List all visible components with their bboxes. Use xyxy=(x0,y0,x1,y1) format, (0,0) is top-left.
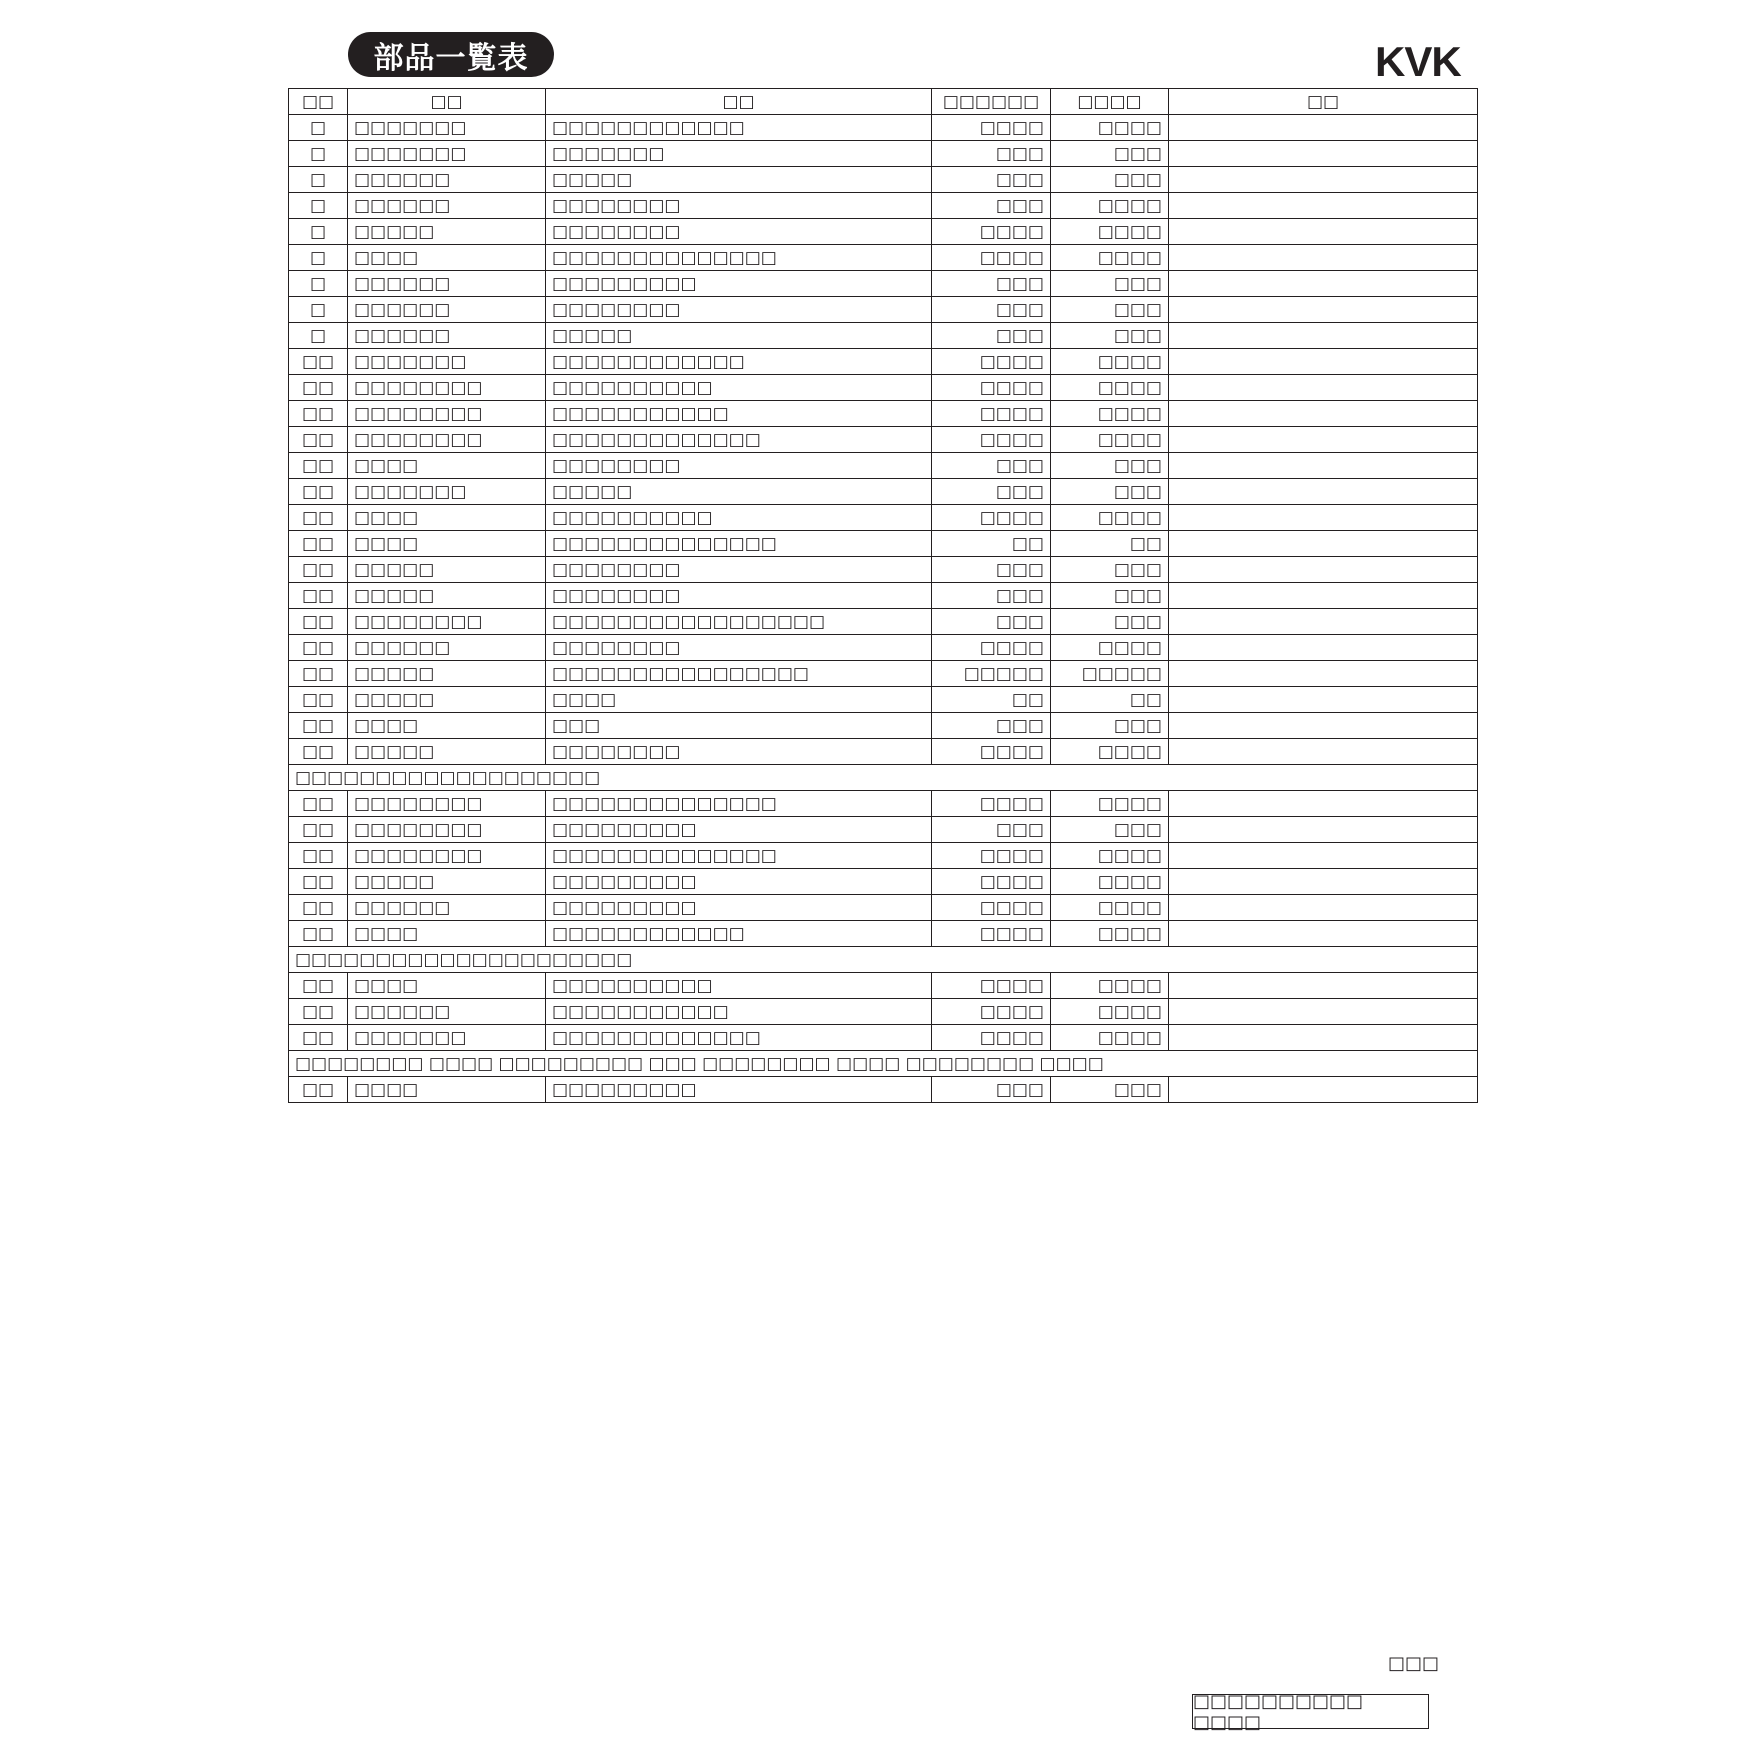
part-name-cell: □□□□□□□□ xyxy=(546,557,932,583)
part-number-cell: □□ xyxy=(289,375,348,401)
price-with-tax-cell: □□□□ xyxy=(1051,921,1169,947)
notes-cell xyxy=(1169,115,1478,141)
part-name-cell: □□□□□□□□□ xyxy=(546,817,932,843)
notes-cell xyxy=(1169,791,1478,817)
price-cell: □□□□ xyxy=(932,973,1051,999)
part-name-cell: □□□□□□□□□□□□□□□□□ xyxy=(546,609,932,635)
price-with-tax-cell: □□□ xyxy=(1051,1077,1169,1103)
part-number-cell: □□ xyxy=(289,791,348,817)
table-row xyxy=(289,921,1478,947)
part-code-cell: □□□□ xyxy=(348,921,546,947)
notes-cell xyxy=(1169,141,1478,167)
part-name-cell: □□□□□□□□□□□□□□□□ xyxy=(546,661,932,687)
part-name-cell: □□□□□□□ xyxy=(546,141,932,167)
notes-cell xyxy=(1169,401,1478,427)
table-row xyxy=(289,869,1478,895)
table-row xyxy=(289,427,1478,453)
price-with-tax-cell: □□□□ xyxy=(1051,999,1169,1025)
price-cell: □□□ xyxy=(932,141,1051,167)
price-cell: □□□ xyxy=(932,583,1051,609)
price-cell: □□□□ xyxy=(932,401,1051,427)
price-cell: □□ xyxy=(932,687,1051,713)
price-with-tax-cell: □□□ xyxy=(1051,453,1169,479)
table-row xyxy=(289,271,1478,297)
price-cell: □□□□ xyxy=(932,427,1051,453)
part-name-cell: □□□□ xyxy=(546,687,932,713)
price-with-tax-cell: □□□ xyxy=(1051,583,1169,609)
document-title-text: 部品一覧表 xyxy=(373,40,529,76)
table-row xyxy=(289,973,1478,999)
document-code: □□□□□□□□□□ □□□□ xyxy=(1193,1690,1364,1733)
part-code-cell: □□□□□ xyxy=(348,583,546,609)
part-number-cell: □□ xyxy=(289,401,348,427)
column-header-notes: □□ xyxy=(1169,89,1478,115)
table-row xyxy=(289,141,1478,167)
part-code-cell: □□□□ xyxy=(348,713,546,739)
part-code-cell: □□□□ xyxy=(348,531,546,557)
part-code-cell: □□□□ xyxy=(348,245,546,271)
part-name-cell: □□□□□□□□□ xyxy=(546,869,932,895)
table-row xyxy=(289,713,1478,739)
part-name-cell: □□□□□□□□□□□ xyxy=(546,401,932,427)
table-row xyxy=(289,167,1478,193)
part-name-cell: □□□□□□□□□□□ xyxy=(546,999,932,1025)
part-name-cell: □□□□□□□□□□□□ xyxy=(546,115,932,141)
table-row xyxy=(289,375,1478,401)
notes-cell xyxy=(1169,245,1478,271)
price-with-tax-cell: □□□□ xyxy=(1051,869,1169,895)
page-number: □□□ xyxy=(1388,1653,1440,1674)
notes-cell xyxy=(1169,609,1478,635)
part-number-cell: □□ xyxy=(289,999,348,1025)
part-name-cell: □□□□□□□□□□□□□□ xyxy=(546,791,932,817)
table-row xyxy=(289,1077,1478,1103)
price-cell: □□□□ xyxy=(932,245,1051,271)
notes-cell xyxy=(1169,843,1478,869)
notes-cell xyxy=(1169,635,1478,661)
part-name-cell: □□□□□□□□□□□□□ xyxy=(546,1025,932,1051)
part-name-cell: □□□□□□□□□□□□□□ xyxy=(546,245,932,271)
price-cell: □□□ xyxy=(932,713,1051,739)
part-code-cell: □□□□ xyxy=(348,973,546,999)
price-cell: □□□□ xyxy=(932,869,1051,895)
price-cell: □□□ xyxy=(932,167,1051,193)
price-with-tax-cell: □□□□ xyxy=(1051,375,1169,401)
part-number-cell: □□ xyxy=(289,817,348,843)
part-code-cell: □□□□□□□ xyxy=(348,141,546,167)
table-row xyxy=(289,609,1478,635)
part-number-cell: □□ xyxy=(289,687,348,713)
price-with-tax-cell: □□□□ xyxy=(1051,401,1169,427)
table-row xyxy=(289,349,1478,375)
table-row xyxy=(289,843,1478,869)
notes-cell xyxy=(1169,817,1478,843)
part-number-cell: □□ xyxy=(289,427,348,453)
part-number-cell: □□ xyxy=(289,531,348,557)
table-row xyxy=(289,115,1478,141)
price-with-tax-cell: □□□□ xyxy=(1051,739,1169,765)
part-name-cell: □□□□□□□□□□□□ xyxy=(546,349,932,375)
notes-cell xyxy=(1169,193,1478,219)
price-with-tax-cell: □□ xyxy=(1051,531,1169,557)
document-code-box xyxy=(1192,1690,1429,1733)
price-with-tax-cell: □□□□ xyxy=(1051,895,1169,921)
table-row xyxy=(289,791,1478,817)
price-cell: □□□ xyxy=(932,1077,1051,1103)
part-name-cell: □□□□□□□□□□ xyxy=(546,505,932,531)
column-header-name: □□ xyxy=(546,89,932,115)
notes-cell xyxy=(1169,167,1478,193)
table-row xyxy=(289,557,1478,583)
part-name-cell: □□□□□□□□□□□□□ xyxy=(546,427,932,453)
notes-cell xyxy=(1169,531,1478,557)
part-number-cell: □□ xyxy=(289,1077,348,1103)
part-number-cell: □□ xyxy=(289,739,348,765)
price-cell: □□□□ xyxy=(932,895,1051,921)
price-cell: □□□ xyxy=(932,609,1051,635)
part-name-cell: □□□□□□□□□ xyxy=(546,895,932,921)
part-name-cell: □□□□□□□□□□□□□□ xyxy=(546,843,932,869)
section-label: □□□□□□□□□□□□□□□□□□□□□ xyxy=(289,947,1478,973)
notes-cell xyxy=(1169,375,1478,401)
part-code-cell: □□□□□□□ xyxy=(348,349,546,375)
part-number-cell: □ xyxy=(289,167,348,193)
part-name-cell: □□□□□□□□□□ xyxy=(546,973,932,999)
part-number-cell: □ xyxy=(289,297,348,323)
part-code-cell: □□□□□ xyxy=(348,687,546,713)
part-number-cell: □□ xyxy=(289,635,348,661)
part-code-cell: □□□□□ xyxy=(348,219,546,245)
notes-cell xyxy=(1169,297,1478,323)
price-cell: □□□□ xyxy=(932,635,1051,661)
table-row xyxy=(289,219,1478,245)
part-number-cell: □ xyxy=(289,115,348,141)
part-name-cell: □□□□□□□□ xyxy=(546,219,932,245)
table-row xyxy=(289,531,1478,557)
table-row xyxy=(289,661,1478,687)
price-with-tax-cell: □□□ xyxy=(1051,297,1169,323)
part-number-cell: □ xyxy=(289,271,348,297)
price-with-tax-cell: □□□□ xyxy=(1051,115,1169,141)
table-row xyxy=(289,1025,1478,1051)
notes-cell xyxy=(1169,219,1478,245)
price-cell: □□□ xyxy=(932,453,1051,479)
price-cell: □□□□ xyxy=(932,999,1051,1025)
notes-cell xyxy=(1169,895,1478,921)
section-row xyxy=(289,947,1478,973)
part-name-cell: □□□□□□□□□□ xyxy=(546,375,932,401)
notes-cell xyxy=(1169,557,1478,583)
section-row xyxy=(289,1051,1478,1077)
table-row xyxy=(289,297,1478,323)
table-row xyxy=(289,453,1478,479)
part-number-cell: □□ xyxy=(289,843,348,869)
price-with-tax-cell: □□□ xyxy=(1051,817,1169,843)
price-with-tax-cell: □□□ xyxy=(1051,713,1169,739)
price-with-tax-cell: □□□□ xyxy=(1051,505,1169,531)
notes-cell xyxy=(1169,973,1478,999)
table-row xyxy=(289,505,1478,531)
part-number-cell: □ xyxy=(289,245,348,271)
price-cell: □□□ xyxy=(932,557,1051,583)
table-header-row xyxy=(289,89,1478,115)
part-number-cell: □□ xyxy=(289,505,348,531)
price-cell: □□□□ xyxy=(932,739,1051,765)
notes-cell xyxy=(1169,479,1478,505)
price-with-tax-cell: □□□□ xyxy=(1051,791,1169,817)
part-name-cell: □□□□□□□□ xyxy=(546,583,932,609)
part-name-cell: □□□□□ xyxy=(546,479,932,505)
part-name-cell: □□□□□ xyxy=(546,323,932,349)
table-row xyxy=(289,687,1478,713)
part-name-cell: □□□□□□□□ xyxy=(546,635,932,661)
part-name-cell: □□□□□□□□ xyxy=(546,739,932,765)
price-cell: □□□□□ xyxy=(932,661,1051,687)
part-code-cell: □□□□□□ xyxy=(348,193,546,219)
notes-cell xyxy=(1169,583,1478,609)
part-code-cell: □□□□□ xyxy=(348,739,546,765)
price-with-tax-cell: □□□□ xyxy=(1051,193,1169,219)
part-code-cell: □□□□□□□□ xyxy=(348,843,546,869)
part-code-cell: □□□□□ xyxy=(348,661,546,687)
part-code-cell: □□□□□□ xyxy=(348,271,546,297)
part-name-cell: □□□□□□□□ xyxy=(546,453,932,479)
part-code-cell: □□□□□□□□ xyxy=(348,375,546,401)
price-cell: □□□□ xyxy=(932,505,1051,531)
price-with-tax-cell: □□□ xyxy=(1051,167,1169,193)
part-number-cell: □□ xyxy=(289,609,348,635)
part-code-cell: □□□□ xyxy=(348,1077,546,1103)
table-row xyxy=(289,739,1478,765)
part-number-cell: □□ xyxy=(289,895,348,921)
notes-cell xyxy=(1169,453,1478,479)
price-cell: □□□□ xyxy=(932,375,1051,401)
price-with-tax-cell: □□□ xyxy=(1051,141,1169,167)
part-name-cell: □□□□□□□□ xyxy=(546,297,932,323)
part-number-cell: □ xyxy=(289,219,348,245)
price-cell: □□□□ xyxy=(932,115,1051,141)
part-name-cell: □□□□□□□□□□□□□□ xyxy=(546,531,932,557)
part-code-cell: □□□□□□□□ xyxy=(348,401,546,427)
price-cell: □□□ xyxy=(932,297,1051,323)
part-name-cell: □□□ xyxy=(546,713,932,739)
notes-cell xyxy=(1169,1025,1478,1051)
part-code-cell: □□□□□□□ xyxy=(348,479,546,505)
brand-logo: KVK xyxy=(1375,38,1461,85)
price-with-tax-cell: □□□ xyxy=(1051,271,1169,297)
price-with-tax-cell: □□□ xyxy=(1051,479,1169,505)
table-row xyxy=(289,193,1478,219)
notes-cell xyxy=(1169,999,1478,1025)
column-header-price: □□□□□□ xyxy=(932,89,1051,115)
part-code-cell: □□□□□□□□ xyxy=(348,791,546,817)
price-cell: □□□□ xyxy=(932,1025,1051,1051)
part-code-cell: □□□□□□□ xyxy=(348,1025,546,1051)
part-name-cell: □□□□□□□□□ xyxy=(546,271,932,297)
price-cell: □□□□ xyxy=(932,349,1051,375)
part-code-cell: □□□□□□ xyxy=(348,297,546,323)
column-header-tax: □□□□ xyxy=(1051,89,1169,115)
part-code-cell: □□□□□□□□ xyxy=(348,609,546,635)
table-row xyxy=(289,999,1478,1025)
section-row xyxy=(289,765,1478,791)
price-with-tax-cell: □□□□ xyxy=(1051,973,1169,999)
table-row xyxy=(289,479,1478,505)
part-code-cell: □□□□□□ xyxy=(348,999,546,1025)
notes-cell xyxy=(1169,1077,1478,1103)
price-cell: □□□□ xyxy=(932,921,1051,947)
section-label: □□□□□□□□ □□□□ □□□□□□□□□ □□□ □□□□□□□□ □□□□ □□□□□□□□ □□□□ xyxy=(289,1051,1478,1077)
part-number-cell: □□ xyxy=(289,453,348,479)
price-with-tax-cell: □□□ xyxy=(1051,323,1169,349)
price-cell: □□ xyxy=(932,531,1051,557)
parts-table xyxy=(288,88,1478,1103)
part-code-cell: □□□□□ xyxy=(348,869,546,895)
part-code-cell: □□□□□□□ xyxy=(348,115,546,141)
document-title xyxy=(348,32,554,77)
part-number-cell: □ xyxy=(289,323,348,349)
price-with-tax-cell: □□□ xyxy=(1051,557,1169,583)
notes-cell xyxy=(1169,661,1478,687)
part-number-cell: □□ xyxy=(289,349,348,375)
part-number-cell: □□ xyxy=(289,557,348,583)
table-row xyxy=(289,323,1478,349)
part-number-cell: □□ xyxy=(289,713,348,739)
part-number-cell: □□ xyxy=(289,921,348,947)
price-with-tax-cell: □□□□□ xyxy=(1051,661,1169,687)
price-cell: □□□□ xyxy=(932,843,1051,869)
notes-cell xyxy=(1169,271,1478,297)
column-header-code: □□ xyxy=(348,89,546,115)
price-with-tax-cell: □□□□ xyxy=(1051,427,1169,453)
part-number-cell: □□ xyxy=(289,661,348,687)
part-code-cell: □□□□ xyxy=(348,505,546,531)
part-number-cell: □□ xyxy=(289,973,348,999)
price-with-tax-cell: □□ xyxy=(1051,687,1169,713)
price-with-tax-cell: □□□□ xyxy=(1051,635,1169,661)
part-code-cell: □□□□□ xyxy=(348,557,546,583)
table-row xyxy=(289,817,1478,843)
section-label: □□□□□□□□□□□□□□□□□□□ xyxy=(289,765,1478,791)
part-code-cell: □□□□□□ xyxy=(348,167,546,193)
notes-cell xyxy=(1169,687,1478,713)
part-number-cell: □□ xyxy=(289,869,348,895)
part-code-cell: □□□□□□□□ xyxy=(348,427,546,453)
part-name-cell: □□□□□ xyxy=(546,167,932,193)
price-cell: □□□□ xyxy=(932,219,1051,245)
part-number-cell: □ xyxy=(289,193,348,219)
part-code-cell: □□□□□□□□ xyxy=(348,817,546,843)
part-code-cell: □□□□ xyxy=(348,453,546,479)
table-row xyxy=(289,245,1478,271)
price-cell: □□□ xyxy=(932,271,1051,297)
part-name-cell: □□□□□□□□□□□□ xyxy=(546,921,932,947)
notes-cell xyxy=(1169,427,1478,453)
price-cell: □□□ xyxy=(932,323,1051,349)
part-name-cell: □□□□□□□□□ xyxy=(546,1077,932,1103)
part-number-cell: □□ xyxy=(289,479,348,505)
part-code-cell: □□□□□□ xyxy=(348,635,546,661)
table-row xyxy=(289,401,1478,427)
price-with-tax-cell: □□□□ xyxy=(1051,245,1169,271)
price-cell: □□□ xyxy=(932,479,1051,505)
notes-cell xyxy=(1169,349,1478,375)
notes-cell xyxy=(1169,505,1478,531)
part-number-cell: □ xyxy=(289,141,348,167)
table-row xyxy=(289,635,1478,661)
table-row xyxy=(289,583,1478,609)
part-number-cell: □□ xyxy=(289,583,348,609)
part-number-cell: □□ xyxy=(289,1025,348,1051)
notes-cell xyxy=(1169,869,1478,895)
price-with-tax-cell: □□□□ xyxy=(1051,349,1169,375)
table-body xyxy=(289,115,1478,1103)
notes-cell xyxy=(1169,323,1478,349)
part-code-cell: □□□□□□ xyxy=(348,895,546,921)
part-code-cell: □□□□□□ xyxy=(348,323,546,349)
notes-cell xyxy=(1169,921,1478,947)
column-header-no: □□ xyxy=(289,89,348,115)
price-cell: □□□□ xyxy=(932,791,1051,817)
price-with-tax-cell: □□□□ xyxy=(1051,1025,1169,1051)
part-name-cell: □□□□□□□□ xyxy=(546,193,932,219)
price-with-tax-cell: □□□ xyxy=(1051,609,1169,635)
price-cell: □□□ xyxy=(932,193,1051,219)
price-cell: □□□ xyxy=(932,817,1051,843)
table-row xyxy=(289,895,1478,921)
price-with-tax-cell: □□□□ xyxy=(1051,843,1169,869)
notes-cell xyxy=(1169,739,1478,765)
price-with-tax-cell: □□□□ xyxy=(1051,219,1169,245)
notes-cell xyxy=(1169,713,1478,739)
